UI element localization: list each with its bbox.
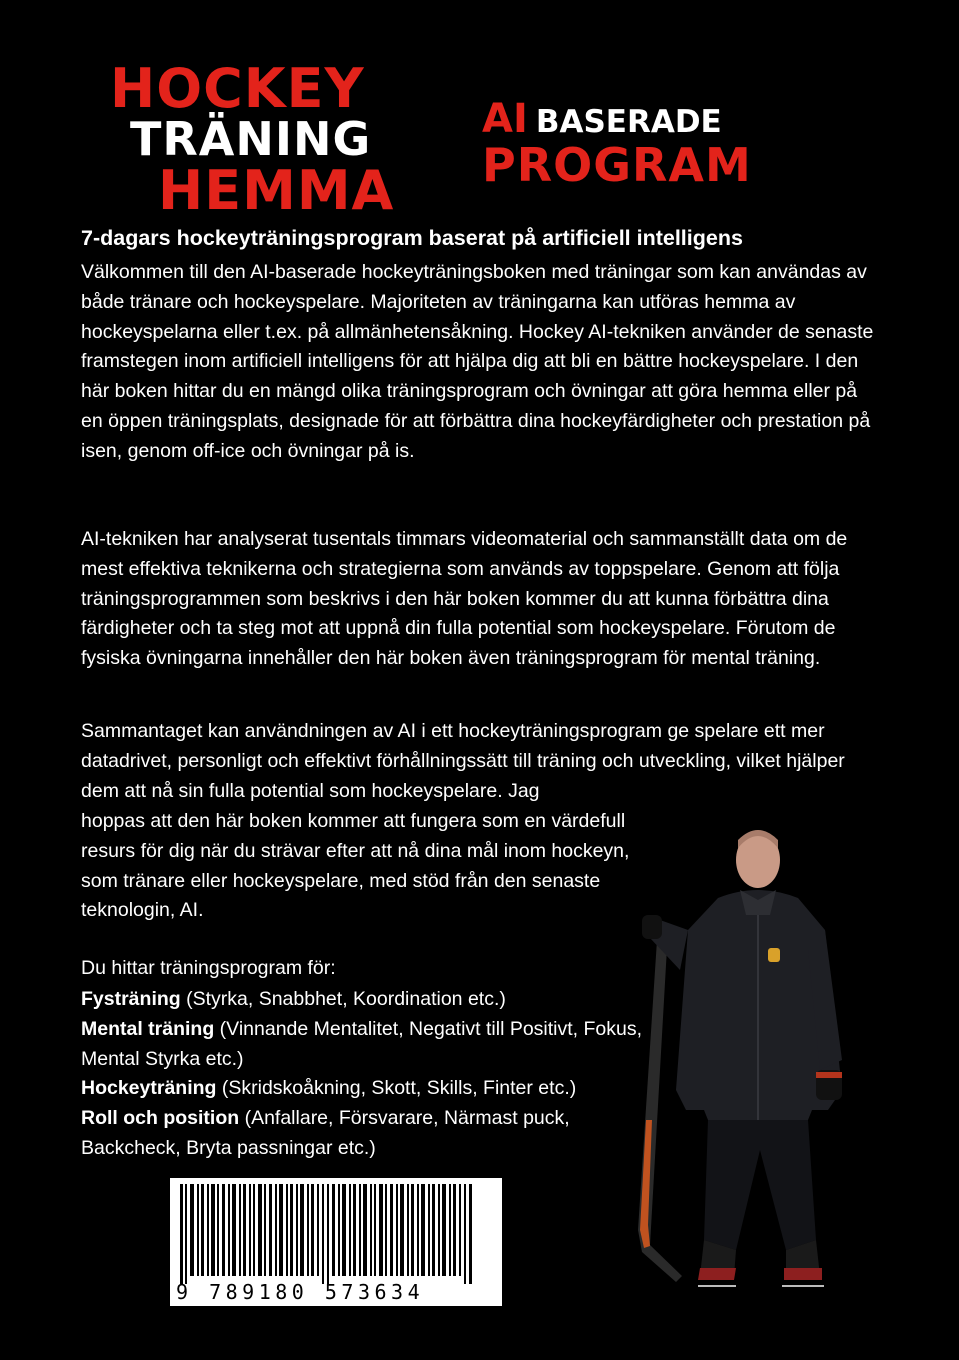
paragraph-ai-analysis: AI-tekniken har analyserat tusentals timmars videomaterial och sammanställt data om de mest effektiva teknikerna och strategierna som används av toppspelare. Genom att följa träningsprogrammen som beskrivs i den här boken kommer du att kunna förbättra dina färdigheter och ta steg mot att uppnå din fulla potential som hockeyspelare. Förutom de fysiska övningarna innehåller den här boken även träningsprogram för mental träning.	[81, 528, 848, 670]
program-list-intro: Du hittar träningsprogram för:	[81, 957, 336, 979]
program-name: Hockeyträning	[81, 1077, 217, 1100]
paragraph-summary: Sammantaget kan användningen av AI i ett hockeyträningsprogram ge spelare ett mer datadrivet, personligt och effektivt förhållningssätt till träning och utveckling, vilket hjälper dem att nå sin fulla potential som hockeyspelare. Jag	[81, 720, 845, 802]
program-name: Mental träning	[81, 1017, 215, 1040]
program-name: Fysträning	[81, 988, 181, 1010]
title-line-hemma: HEMMA	[158, 159, 395, 222]
program-detail: (Anfallare, Försvarare, Närmast puck, Backcheck, Bryta passningar etc.)	[81, 1107, 570, 1159]
barcode	[170, 1178, 502, 1306]
program-detail: (Styrka, Snabbhet, Koordination etc.)	[180, 988, 506, 1010]
title-line-hockey: HOCKEY	[110, 57, 365, 120]
list-item	[81, 1104, 661, 1164]
program-detail: (Vinnande Mentalitet, Negativt till Positivt, Fokus, Mental Styrka etc.)	[81, 1017, 643, 1070]
headline: 7-dagars hockeyträningsprogram baserat på artificiell intelligens	[81, 226, 743, 250]
list-item	[81, 1074, 661, 1104]
subtitle-baserade: BASERADE	[535, 104, 722, 140]
program-list	[81, 985, 661, 1164]
title-line-traning: TRÄNING	[130, 112, 372, 166]
subtitle-program: PROGRAM	[482, 138, 752, 192]
paragraph-intro: Välkommen till den AI-baserade hockeyträningsboken med träningar som kan användas av både tränare och hockeyspelare. Majoriteten av träningarna kan utföras hemma av hockeyspelarna eller t.ex. på allmänhetensåkning. Hockey AI-tekniken använder de senaste framstegen inom artificiell intelligens för att hjälpa dig att bli en bättre hockeyspelare. I den här boken hittar du en mängd olika träningsprogram och övningar att göra hemma eller på en öppen träningsplats, designade för att förbättra dina hockeyfärdigheter och prestation på isen, genom off-ice och övningar på is.	[81, 261, 874, 462]
list-item	[81, 985, 661, 1015]
paragraph-closing: hoppas att den här boken kommer att fungera som en värdefull resurs för dig när du strävar efter att nå dina mål inom hockeyn, som tränare eller hockeyspelare, med stöd från den senaste teknologin, AI.	[81, 810, 630, 922]
program-detail: (Skridskoåkning, Skott, Skills, Finter etc.)	[216, 1077, 577, 1100]
subtitle-row	[482, 96, 722, 142]
list-item	[81, 1015, 661, 1075]
subtitle-ai: AI	[482, 96, 528, 142]
isbn-number: 9 789180 573634	[176, 1280, 425, 1304]
program-name: Roll och position	[81, 1107, 240, 1130]
hockey-coach-photo	[620, 820, 860, 1320]
